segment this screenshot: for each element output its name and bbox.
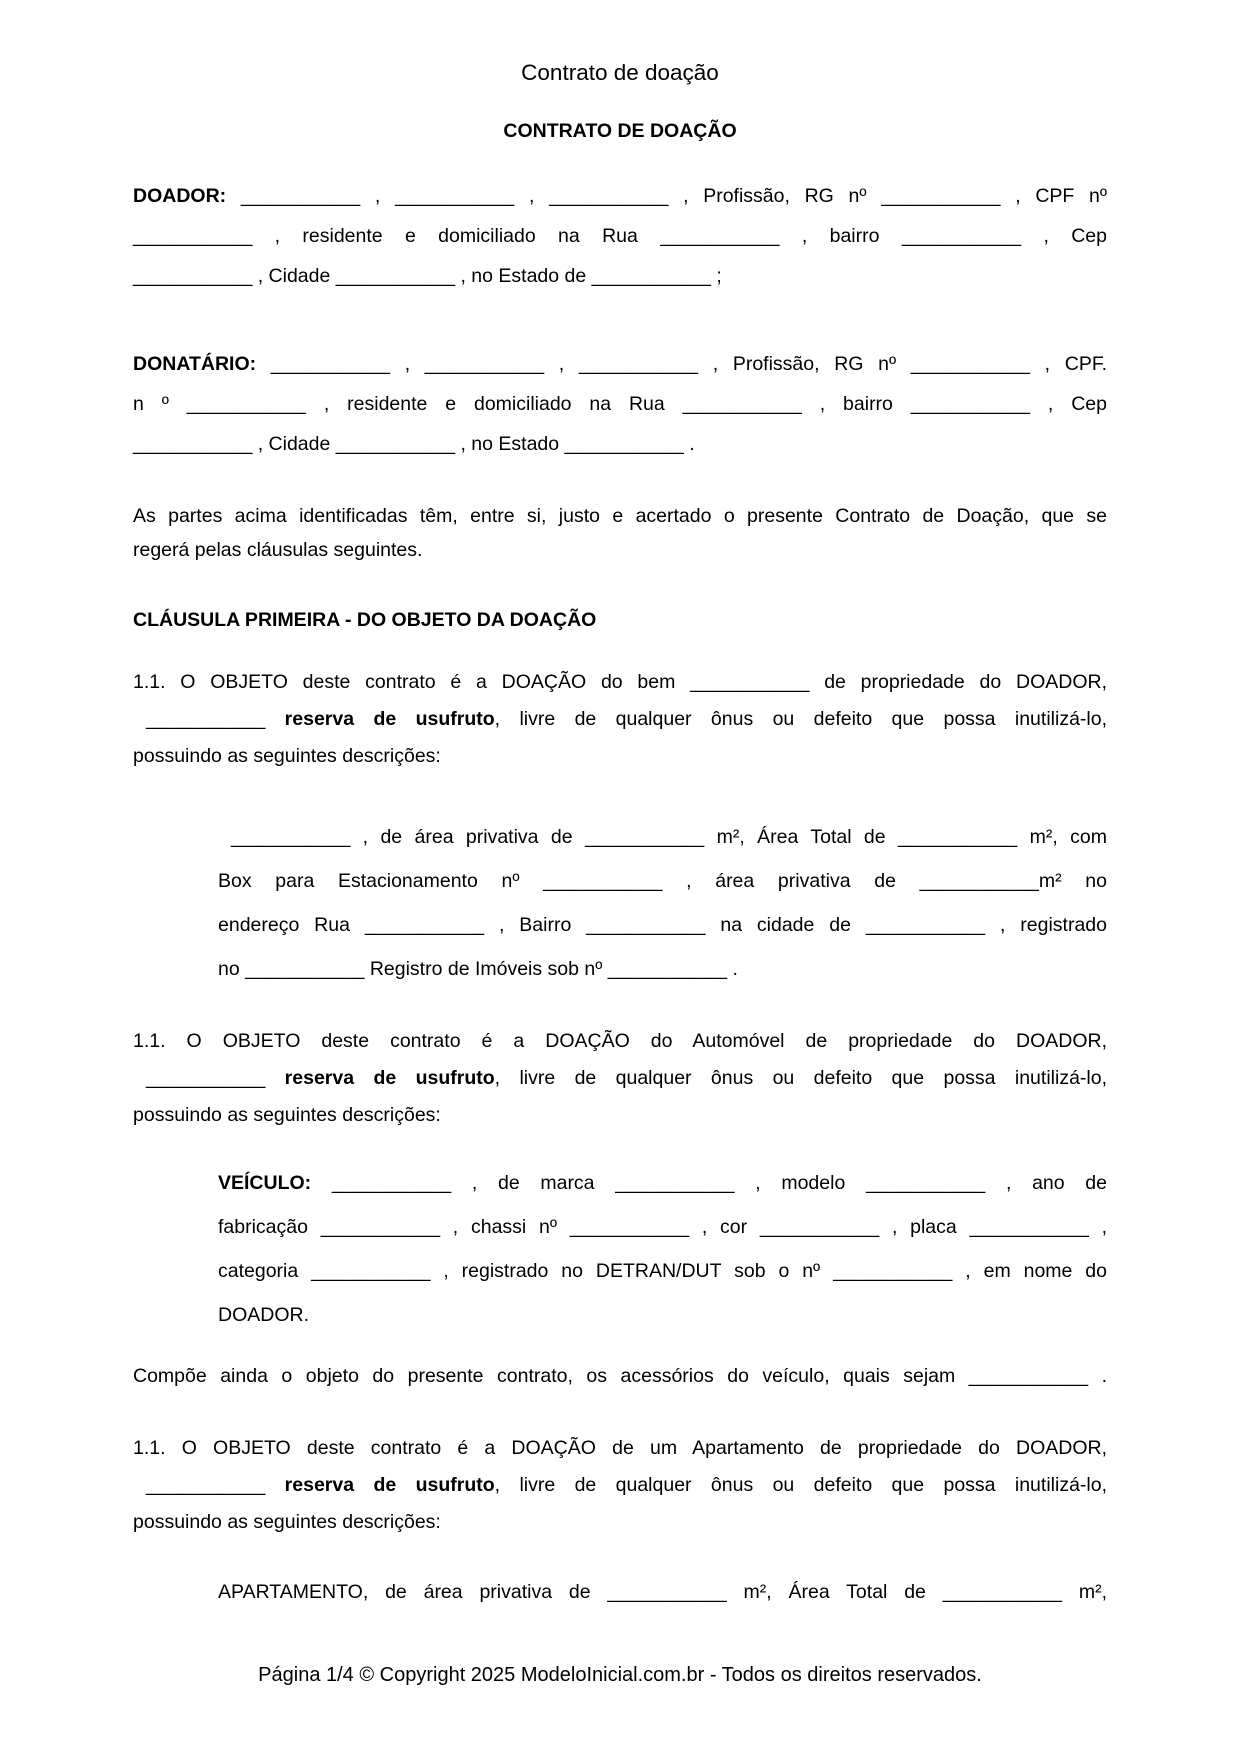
objeto-bem-paragraph [133,664,1107,775]
veiculo-line-3: categoria ___________ , registrado no DETRAN/DUT sob o nº ___________ , em nome do [218,1260,1107,1282]
donatario-line-3: ___________ , Cidade ___________ , no Estado ___________ . [133,433,695,455]
objeto-apartamento-line-2 [133,1467,1107,1504]
doador-line-2: ___________ , residente e domiciliado na Rua ___________ , bairro ___________ , Cep [133,225,1107,247]
veiculo-line-4: DOADOR. [218,1304,310,1326]
donatario-line-1 [133,344,1107,384]
imovel-line-4: no ___________ Registro de Imóveis sob nº ___________ . [218,958,738,980]
veiculo-line-1-text: ___________ , de marca ___________ , modelo ___________ , ano de [311,1172,1107,1194]
objeto-apartamento-paragraph [133,1430,1107,1541]
objeto-automovel-line-2 [133,1060,1107,1097]
page-title: Contrato de doação [521,60,719,85]
reserva-usufruto-bold: reserva de usufruto [284,1067,495,1089]
acessorios-line-1: Compõe ainda o objeto do presente contrato, os acessórios do veículo, quais sejam ___________ . [133,1365,1107,1387]
imovel-line-2: Box para Estacionamento nº ___________ , área privativa de ___________m² no [218,870,1107,892]
objeto-automovel-line-2-post: , livre de qualquer ônus ou defeito que possa inutilizá-lo, [494,1067,1107,1089]
acessorios-paragraph [133,1358,1107,1395]
objeto-apartamento-line-2-pre: ___________ [146,1474,285,1496]
objeto-bem-line-1: 1.1. O OBJETO deste contrato é a DOAÇÃO do bem ___________ de propriedade do DOADOR, [133,671,1107,693]
veiculo-line-2: fabricação ___________ , chassi nº ___________ , cor ___________ , placa ___________ , [218,1216,1107,1238]
imovel-line-3: endereço Rua ___________ , Bairro ___________ na cidade de ___________ , registrado [218,914,1107,936]
objeto-apartamento-line-3: possuindo as seguintes descrições: [133,1511,441,1533]
intro-paragraph [133,499,1107,567]
objeto-apartamento-line-1: 1.1. O OBJETO deste contrato é a DOAÇÃO de um Apartamento de propriedade do DOADOR, [133,1437,1107,1459]
page-footer: Página 1/4 © Copyright 2025 ModeloInicial.com.br - Todos os direitos reservados. [258,1664,982,1686]
donatario-label: DONATÁRIO: [133,353,257,375]
objeto-bem-line-2 [133,701,1107,738]
objeto-bem-line-2-pre: ___________ [146,708,285,730]
veiculo-label: VEÍCULO: [218,1172,312,1194]
intro-line-1: As partes acima identificadas têm, entre si, justo e acertado o presente Contrato de Doação, que se [133,505,1107,527]
donatario-paragraph [133,344,1107,464]
objeto-automovel-line-2-pre: ___________ [146,1067,285,1089]
donatario-line-1-text: ___________ , ___________ , ___________ , Profissão, RG nº ___________ , CPF. [256,353,1107,375]
doador-line-1 [133,176,1107,216]
reserva-usufruto-bold: reserva de usufruto [284,1474,495,1496]
doador-line-3: ___________ , Cidade ___________ , no Estado de ___________ ; [133,265,722,287]
intro-line-2: regerá pelas cláusulas seguintes. [133,539,423,561]
imovel-line-1: ___________ , de área privativa de ___________ m², Área Total de ___________ m², com [231,826,1107,848]
objeto-bem-line-3: possuindo as seguintes descrições: [133,745,441,767]
clausula-primeira-heading: CLÁUSULA PRIMEIRA - DO OBJETO DA DOAÇÃO [133,609,597,631]
objeto-automovel-paragraph [133,1023,1107,1134]
reserva-usufruto-bold: reserva de usufruto [284,708,495,730]
doador-label: DOADOR: [133,185,227,207]
contract-heading: CONTRATO DE DOAÇÃO [503,120,737,142]
objeto-bem-line-2-post: , livre de qualquer ônus ou defeito que possa inutilizá-lo, [494,708,1107,730]
apartamento-line-1: APARTAMENTO, de área privativa de ___________ m², Área Total de ___________ m², [218,1581,1107,1603]
apartamento-description-block [218,1570,1107,1614]
donatario-line-2: n º ___________ , residente e domiciliado na Rua ___________ , bairro ___________ , Cep [133,393,1107,415]
veiculo-description-block [218,1161,1107,1337]
veiculo-line-1 [218,1161,1107,1205]
imovel-description-block [218,815,1107,991]
objeto-automovel-line-3: possuindo as seguintes descrições: [133,1104,441,1126]
doador-paragraph [133,176,1107,296]
objeto-automovel-line-1: 1.1. O OBJETO deste contrato é a DOAÇÃO do Automóvel de propriedade do DOADOR, [133,1030,1107,1052]
doador-line-1-text: ___________ , ___________ , ___________ , Profissão, RG nº ___________ , CPF nº [226,185,1107,207]
objeto-apartamento-line-2-post: , livre de qualquer ônus ou defeito que possa inutilizá-lo, [494,1474,1107,1496]
